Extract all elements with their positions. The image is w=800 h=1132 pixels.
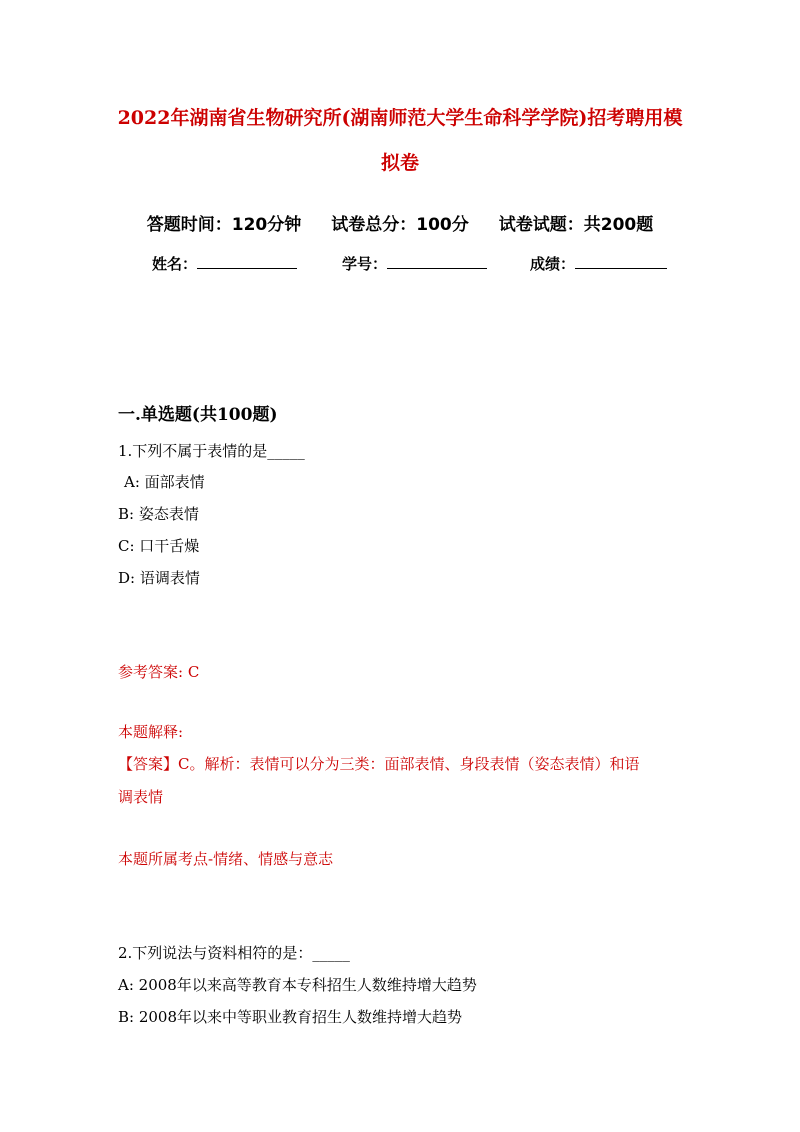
question-2-stem: 2.下列说法与资料相符的是：_____	[118, 944, 350, 962]
score-blank[interactable]	[575, 254, 667, 269]
id-blank[interactable]	[387, 254, 487, 269]
section-heading: 一.单选题(共100题)	[118, 405, 278, 425]
question-1-option-a: A: 面部表情	[124, 473, 205, 491]
question-1-option-d: D: 语调表情	[118, 569, 200, 587]
exam-total-score: 试卷总分：100分	[331, 215, 469, 235]
exam-info	[0, 210, 800, 235]
score-field[interactable]	[530, 253, 667, 274]
question-1-topic: 本题所属考点-情绪、情感与意志	[118, 850, 334, 868]
question-1-explain-line1: 【答案】C。解析：表情可以分为三类：面部表情、身段表情（姿态表情）和语	[118, 755, 640, 773]
name-blank[interactable]	[197, 254, 297, 269]
name-label: 姓名：	[152, 255, 198, 273]
question-1-option-b: B: 姿态表情	[118, 505, 199, 523]
question-1-explain-label: 本题解释:	[118, 723, 184, 741]
exam-time: 答题时间：120分钟	[146, 215, 302, 235]
question-2-option-b: B: 2008年以来中等职业教育招生人数维持增大趋势	[118, 1008, 463, 1026]
name-field[interactable]	[152, 253, 297, 274]
exam-title-line1: 2022年湖南省生物研究所(湖南师范大学生命科学学院)招考聘用模	[117, 107, 683, 129]
exam-title-line2: 拟卷	[380, 152, 419, 174]
question-2-option-a: A: 2008年以来高等教育本专科招生人数维持增大趋势	[118, 976, 477, 994]
question-1-stem: 1.下列不属于表情的是_____	[118, 442, 305, 460]
question-1-explain-line2: 调表情	[118, 788, 164, 806]
id-field[interactable]	[342, 253, 487, 274]
question-1-answer: 参考答案: C	[118, 663, 200, 681]
id-label: 学号：	[342, 255, 388, 273]
exam-question-count: 试卷试题：共200题	[498, 215, 654, 235]
score-label: 成绩：	[530, 255, 576, 273]
question-1-option-c: C: 口干舌燥	[118, 537, 200, 555]
